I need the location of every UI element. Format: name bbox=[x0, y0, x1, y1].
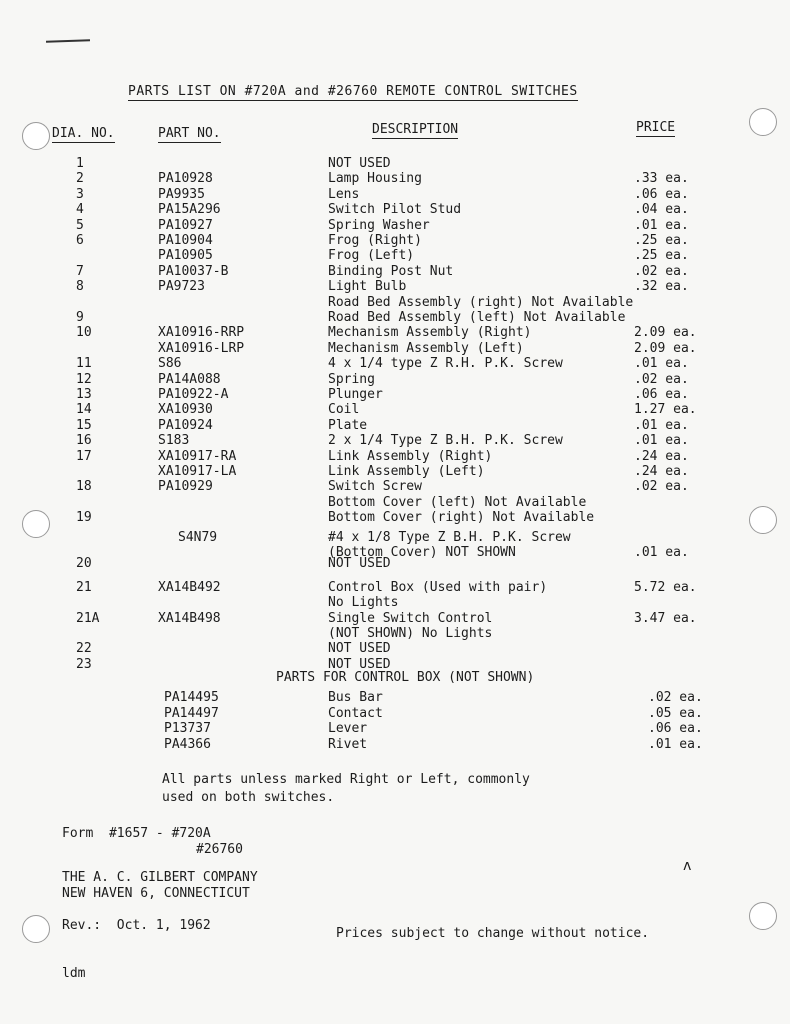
description: Road Bed Assembly (left) Not Available bbox=[328, 310, 626, 325]
description: (Bottom Cover) NOT SHOWN bbox=[328, 545, 516, 560]
description: Rivet bbox=[328, 736, 368, 752]
company-address: NEW HAVEN 6, CONNECTICUT bbox=[62, 886, 250, 901]
part-number: PA15A296 bbox=[158, 202, 221, 218]
part-number: P13737 bbox=[164, 721, 211, 737]
description: Single Switch Control bbox=[328, 610, 493, 626]
part-number: PA10924 bbox=[158, 417, 213, 433]
part-number: PA10904 bbox=[158, 233, 213, 248]
price: .32 ea. bbox=[634, 279, 689, 295]
description: NOT USED bbox=[328, 556, 391, 572]
table-row bbox=[0, 641, 790, 656]
price: .06 ea. bbox=[648, 721, 703, 737]
description: Plunger bbox=[328, 387, 383, 402]
description: NOT USED bbox=[328, 656, 391, 672]
punch-hole-bottom-left bbox=[22, 915, 50, 943]
description: Mechanism Assembly (Left) bbox=[328, 340, 524, 356]
part-number: S86 bbox=[158, 356, 182, 372]
description: Frog (Left) bbox=[328, 248, 415, 264]
dia-number: 4 bbox=[76, 202, 84, 218]
dia-number: 11 bbox=[76, 356, 92, 372]
part-number: XA10917-LA bbox=[158, 464, 237, 479]
control-box-heading: PARTS FOR CONTROL BOX (NOT SHOWN) bbox=[276, 670, 535, 685]
company-name: THE A. C. GILBERT COMPANY bbox=[62, 870, 258, 885]
part-number: XA10916-LRP bbox=[158, 340, 245, 356]
form-number-alt: #26760 bbox=[196, 842, 243, 857]
footnote-line-2: used on both switches. bbox=[162, 790, 335, 805]
table-row bbox=[0, 264, 790, 279]
dia-number: 17 bbox=[76, 448, 92, 464]
page-title: PARTS LIST ON #720A and #26760 REMOTE CONTROL SWITCHES bbox=[128, 84, 578, 99]
table-row bbox=[0, 464, 790, 479]
description: Lever bbox=[328, 721, 368, 737]
description: Link Assembly (Left) bbox=[328, 464, 485, 479]
table-row bbox=[0, 530, 790, 545]
description: (NOT SHOWN) No Lights bbox=[328, 626, 493, 641]
table-row bbox=[0, 611, 790, 626]
description: Link Assembly (Right) bbox=[328, 448, 493, 464]
part-number: PA9723 bbox=[158, 279, 205, 295]
punch-hole-top-left bbox=[22, 122, 50, 150]
table-row bbox=[0, 690, 790, 705]
part-number: PA9935 bbox=[158, 186, 205, 202]
footnote-line-1: All parts unless marked Right or Left, commonly bbox=[162, 772, 530, 787]
description: Frog (Right) bbox=[328, 233, 422, 248]
part-number: PA14497 bbox=[164, 705, 219, 721]
header-part-no: PART NO. bbox=[158, 126, 221, 141]
table-row bbox=[0, 233, 790, 248]
price: 1.27 ea. bbox=[634, 402, 697, 418]
table-row bbox=[0, 372, 790, 387]
description: 4 x 1/4 type Z R.H. P.K. Screw bbox=[328, 356, 563, 372]
dia-number: 8 bbox=[76, 279, 84, 295]
part-number: PA14A088 bbox=[158, 371, 221, 387]
table-row bbox=[0, 580, 790, 595]
description: No Lights bbox=[328, 595, 399, 611]
price: .02 ea. bbox=[648, 690, 703, 705]
price: 2.09 ea. bbox=[634, 340, 697, 356]
part-number: PA10927 bbox=[158, 217, 213, 233]
dia-number: 2 bbox=[76, 171, 84, 187]
dia-number: 7 bbox=[76, 263, 84, 279]
price: 2.09 ea. bbox=[634, 325, 697, 341]
part-number: PA14495 bbox=[164, 690, 219, 705]
part-number: PA10922-A bbox=[158, 387, 229, 402]
table-row bbox=[0, 248, 790, 263]
table-row bbox=[0, 279, 790, 294]
header-price: PRICE bbox=[636, 120, 676, 135]
part-number: S4N79 bbox=[178, 529, 218, 545]
dia-number: 1 bbox=[76, 156, 84, 171]
dia-number: 13 bbox=[76, 387, 92, 402]
dia-number: 9 bbox=[76, 310, 84, 325]
table-row bbox=[0, 187, 790, 202]
price: .01 ea. bbox=[634, 433, 689, 449]
description: 2 x 1/4 Type Z B.H. P.K. Screw bbox=[328, 433, 563, 449]
price: .01 ea. bbox=[648, 736, 703, 752]
description: Road Bed Assembly (right) Not Available bbox=[328, 294, 634, 310]
pen-mark bbox=[46, 39, 90, 43]
price: .01 ea. bbox=[634, 417, 689, 433]
table-row bbox=[0, 495, 790, 510]
dia-number: 12 bbox=[76, 371, 92, 387]
punch-hole-top-right bbox=[749, 108, 777, 136]
table-row bbox=[0, 341, 790, 356]
table-row bbox=[0, 156, 790, 171]
table-row bbox=[0, 325, 790, 340]
part-number: XA14B498 bbox=[158, 610, 221, 626]
description: NOT USED bbox=[328, 641, 391, 657]
punch-hole-bottom-right bbox=[749, 902, 777, 930]
table-row bbox=[0, 218, 790, 233]
description: Switch Screw bbox=[328, 479, 422, 495]
table-row bbox=[0, 202, 790, 217]
price: .01 ea. bbox=[634, 356, 689, 372]
part-number: PA10037-B bbox=[158, 263, 229, 279]
part-number: XA10917-RA bbox=[158, 448, 237, 464]
price: .25 ea. bbox=[634, 233, 689, 248]
description: Spring bbox=[328, 371, 375, 387]
price: .02 ea. bbox=[634, 263, 689, 279]
dia-number: 22 bbox=[76, 641, 92, 657]
description: NOT USED bbox=[328, 156, 391, 171]
part-number: PA10928 bbox=[158, 171, 213, 187]
price: .06 ea. bbox=[634, 387, 689, 402]
description: Bus Bar bbox=[328, 690, 383, 705]
table-row bbox=[0, 449, 790, 464]
header-dia-no: DIA. NO. bbox=[52, 126, 115, 141]
dia-number: 19 bbox=[76, 510, 92, 526]
description: Plate bbox=[328, 417, 368, 433]
table-row bbox=[0, 402, 790, 417]
dia-number: 10 bbox=[76, 325, 92, 341]
description: Lamp Housing bbox=[328, 171, 422, 187]
description: Spring Washer bbox=[328, 217, 430, 233]
table-row bbox=[0, 626, 790, 641]
description: Control Box (Used with pair) bbox=[328, 579, 548, 595]
price: .04 ea. bbox=[634, 202, 689, 218]
table-row bbox=[0, 556, 790, 571]
price: 5.72 ea. bbox=[634, 579, 697, 595]
table-row bbox=[0, 356, 790, 371]
table-row bbox=[0, 171, 790, 186]
dia-number: 6 bbox=[76, 233, 84, 248]
price: .06 ea. bbox=[634, 186, 689, 202]
table-row bbox=[0, 737, 790, 752]
price: .02 ea. bbox=[634, 371, 689, 387]
price: .01 ea. bbox=[634, 217, 689, 233]
description: Bottom Cover (left) Not Available bbox=[328, 494, 587, 510]
form-number: Form #1657 - #720A bbox=[62, 826, 211, 841]
table-row bbox=[0, 295, 790, 310]
description: Lens bbox=[328, 186, 360, 202]
dia-number: 14 bbox=[76, 402, 92, 418]
table-row bbox=[0, 721, 790, 736]
dia-number: 15 bbox=[76, 417, 92, 433]
part-number: PA10929 bbox=[158, 479, 213, 495]
table-row bbox=[0, 706, 790, 721]
table-row bbox=[0, 310, 790, 325]
typist-initials: ldm bbox=[62, 966, 86, 981]
dia-number: 18 bbox=[76, 479, 92, 495]
price: .02 ea. bbox=[634, 479, 689, 495]
part-number: XA10930 bbox=[158, 402, 213, 418]
description: #4 x 1/8 Type Z B.H. P.K. Screw bbox=[328, 529, 571, 545]
table-row bbox=[0, 479, 790, 494]
part-number: XA10916-RRP bbox=[158, 325, 245, 341]
header-description: DESCRIPTION bbox=[372, 122, 459, 137]
revision-date: Rev.: Oct. 1, 1962 bbox=[62, 918, 211, 933]
table-row bbox=[0, 433, 790, 448]
table-row bbox=[0, 510, 790, 525]
part-number: XA14B492 bbox=[158, 579, 221, 595]
description: Bottom Cover (right) Not Available bbox=[328, 510, 595, 526]
dia-number: 3 bbox=[76, 186, 84, 202]
dia-number: 20 bbox=[76, 556, 92, 572]
price: .01 ea. bbox=[634, 545, 689, 560]
price: .05 ea. bbox=[648, 705, 703, 721]
part-number: PA10905 bbox=[158, 248, 213, 264]
table-row bbox=[0, 387, 790, 402]
price: .25 ea. bbox=[634, 248, 689, 264]
dia-number: 23 bbox=[76, 656, 92, 672]
description: Mechanism Assembly (Right) bbox=[328, 325, 532, 341]
table-row bbox=[0, 595, 790, 610]
dia-number: 5 bbox=[76, 217, 84, 233]
description: Light Bulb bbox=[328, 279, 407, 295]
description: Binding Post Nut bbox=[328, 263, 454, 279]
price: 3.47 ea. bbox=[634, 610, 697, 626]
price: .33 ea. bbox=[634, 171, 689, 187]
part-number: S183 bbox=[158, 433, 190, 449]
price: .24 ea. bbox=[634, 448, 689, 464]
dia-number: 21 bbox=[76, 579, 92, 595]
part-number: PA4366 bbox=[164, 736, 211, 752]
price: .24 ea. bbox=[634, 464, 689, 479]
description: Switch Pilot Stud bbox=[328, 202, 462, 218]
dia-number: 16 bbox=[76, 433, 92, 449]
table-row bbox=[0, 418, 790, 433]
prices-note: Prices subject to change without notice. bbox=[336, 926, 650, 941]
dia-number: 21A bbox=[76, 610, 100, 626]
description: Coil bbox=[328, 402, 360, 418]
margin-mark: ʌ bbox=[683, 858, 692, 874]
description: Contact bbox=[328, 705, 383, 721]
